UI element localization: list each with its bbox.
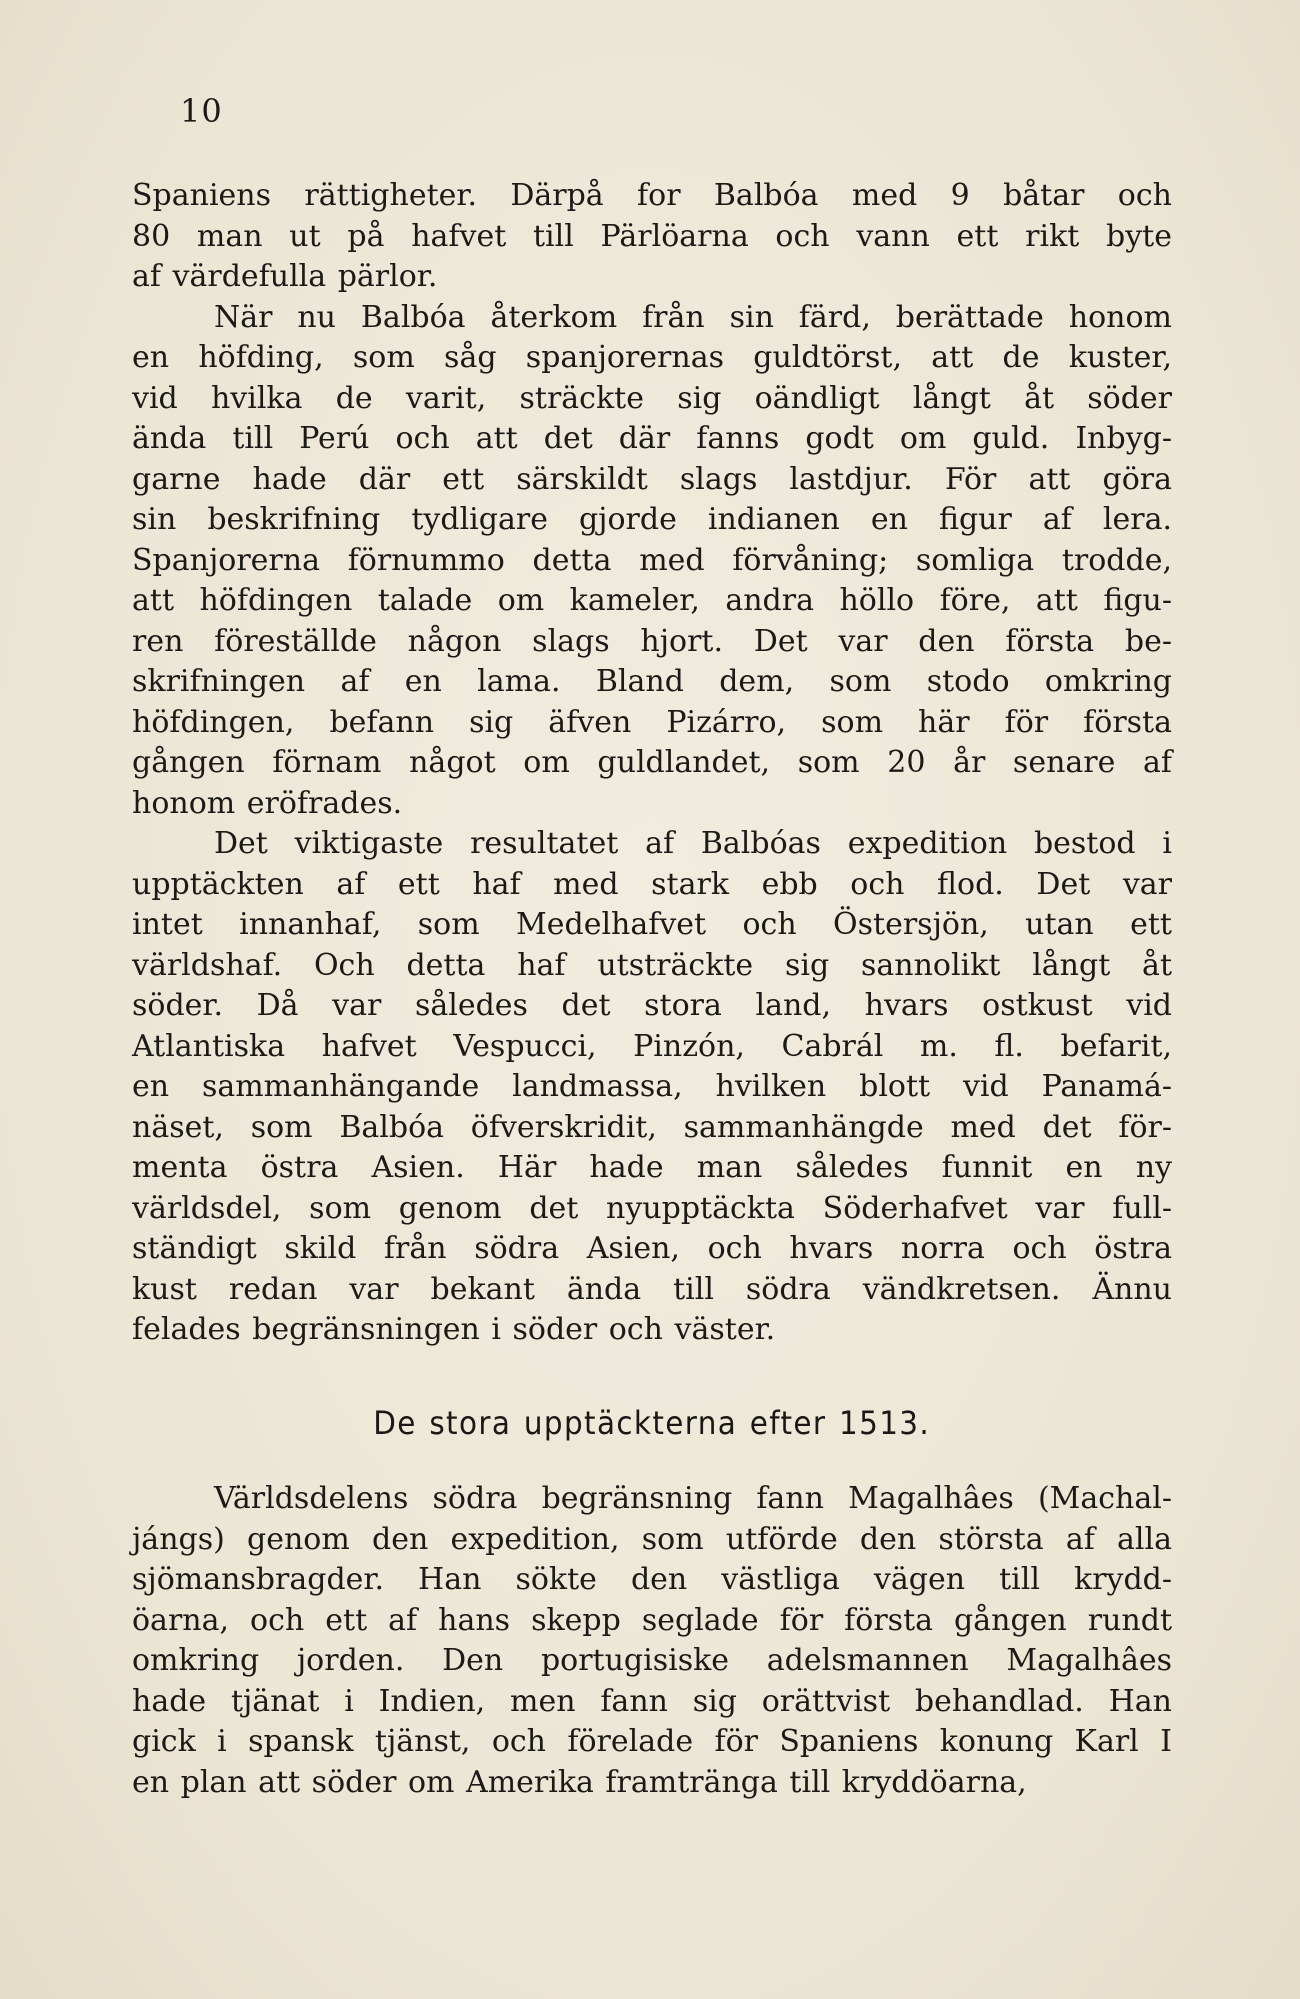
text-line: en sammanhängande landmassa, hvilken blott vid Panamá- [132, 1069, 1172, 1104]
text-line: söder. Då var således det stora land, hvars ostkust vid [132, 988, 1172, 1023]
section-heading-wrap [132, 1403, 1172, 1446]
paragraphs-before-heading [132, 176, 1172, 1351]
text-line: sin beskrifning tydligare gjorde indianen en figur af lera. [132, 502, 1172, 537]
paragraph [132, 298, 1172, 825]
page-body [132, 176, 1172, 1803]
text-line: näset, som Balbóa öfverskridit, sammanhängde med det för- [132, 1109, 1172, 1145]
text-line: hade tjänat i Indien, men fann sig orättvist behandlad. Han [132, 1683, 1172, 1719]
text-line: en plan att söder om Amerika framtränga till kryddöarna, [132, 1764, 1027, 1800]
text-line: När nu Balbóa återkom från sin färd, berättade honom [214, 299, 1172, 335]
text-line: Spanjorerna förnummo detta med förvåning; somliga trodde, [132, 542, 1172, 578]
text-line: ren föreställde någon slags hjort. Det var den första be- [132, 623, 1172, 659]
text-line: att höfdingen talade om kameler, andra höllo före, att figu- [132, 583, 1172, 618]
paragraph [132, 1479, 1172, 1803]
text-line: intet innanhaf, som Medelhafvet och Östersjön, utan ett [132, 907, 1172, 942]
text-line: Spaniens rättigheter. Därpå for Balbóa med 9 båtar och [132, 178, 1172, 213]
text-line: en höfding, som såg spanjorernas guldtörst, att de kuster, [132, 340, 1172, 375]
text-line: omkring jorden. Den portugisiske adelsmannen Magalhâes [132, 1643, 1172, 1678]
paragraphs-after-heading [132, 1479, 1172, 1803]
text-line: upptäckten af ett haf med stark ebb och flod. Det var [132, 866, 1172, 902]
text-line: garne hade där ett särskildt slags lastdjur. För att göra [132, 461, 1172, 497]
text-line: höfdingen, befann sig äfven Pizárro, som här för första [132, 704, 1172, 740]
text-line: skrifningen af en lama. Bland dem, som stodo omkring [132, 664, 1172, 699]
text-line: gick i spansk tjänst, och förelade för Spaniens konung Karl I [132, 1724, 1172, 1759]
section-heading: De stora upptäckterna efter 1513. [373, 1403, 931, 1442]
text-line: af värdefulla pärlor. [132, 259, 438, 294]
text-line: menta östra Asien. Här hade man således funnit en ny [132, 1150, 1172, 1185]
text-line: honom eröfrades. [132, 785, 403, 821]
page-number: 10 [180, 92, 223, 130]
text-line: sjömansbragder. Han sökte den västliga vägen till krydd- [132, 1562, 1172, 1597]
paragraph [132, 176, 1172, 298]
text-line: felades begränsningen i söder och väster. [132, 1312, 776, 1347]
text-line: världshaf. Och detta haf utsträckte sig sannolikt långt åt [132, 947, 1172, 983]
text-line: ända till Perú och att det där fanns godt om guld. Inbyg- [132, 421, 1172, 456]
text-line: öarna, och ett af hans skepp seglade för första gången rundt [132, 1602, 1172, 1638]
text-line: vid hvilka de varit, sträckte sig oändligt långt åt söder [132, 380, 1172, 416]
text-line: Det viktigaste resultatet af Balbóas expedition bestod i [214, 826, 1172, 861]
text-line: jángs) genom den expedition, som utförde den största af alla [132, 1521, 1172, 1557]
text-line: ständigt skild från södra Asien, och hvars norra och östra [132, 1231, 1172, 1266]
text-line: 80 man ut på hafvet till Pärlöarna och vann ett rikt byte [132, 218, 1172, 254]
paragraph [132, 824, 1172, 1351]
text-line: världsdel, som genom det nyupptäckta Söderhafvet var full- [132, 1190, 1172, 1226]
text-line: Världsdelens södra begränsning fann Magalhâes (Machal- [214, 1481, 1172, 1516]
text-line: Atlantiska hafvet Vespucci, Pinzón, Cabrál m. fl. befarit, [132, 1028, 1172, 1064]
text-line: kust redan var bekant ända till södra vändkretsen. Ännu [132, 1271, 1172, 1307]
text-line: gången förnam något om guldlandet, som 20 år senare af [132, 745, 1172, 780]
